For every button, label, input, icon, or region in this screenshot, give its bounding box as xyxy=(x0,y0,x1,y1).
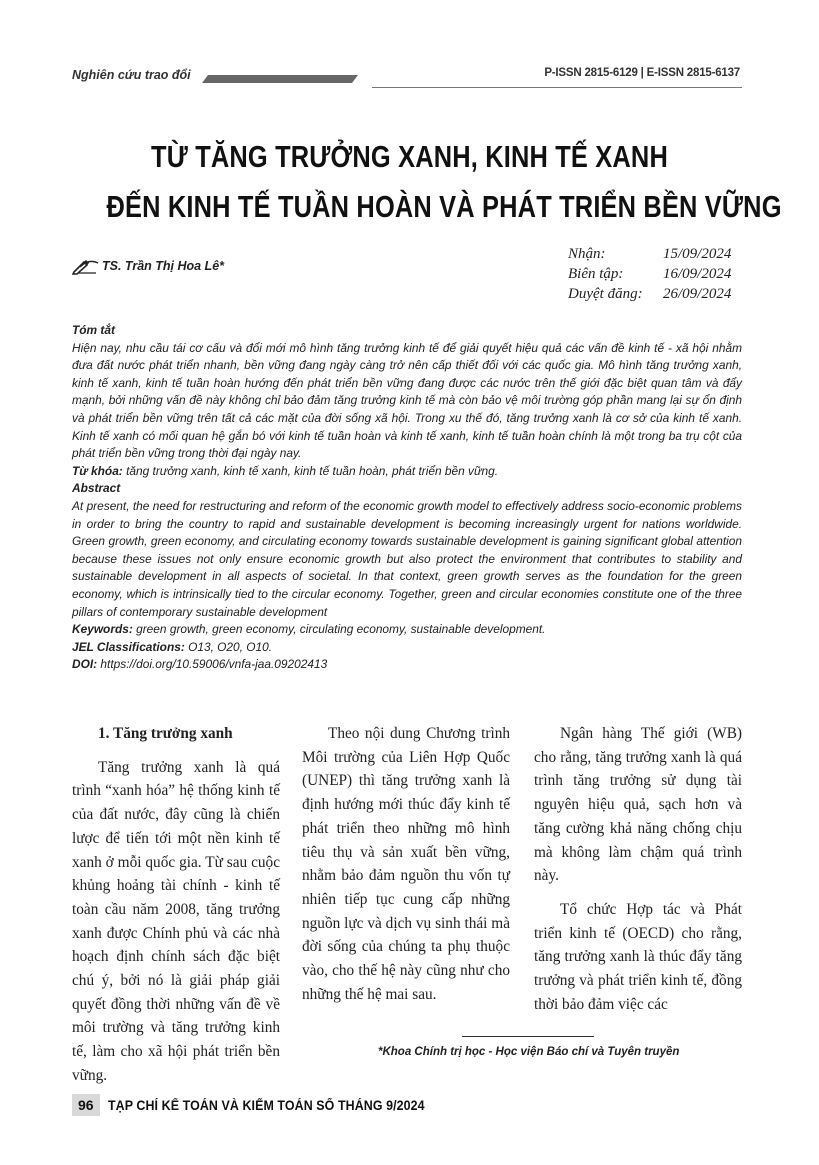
footnote-rule xyxy=(462,1036,594,1037)
abstract-block xyxy=(72,322,742,674)
body-column-1 xyxy=(72,722,280,1088)
page-number: 96 xyxy=(72,1094,100,1116)
paragraph: Theo nội dung Chương trình Môi trường của Liên Hợp Quốc (UNEP) thì tăng trưởng xanh là định hướng mới thúc đẩy kinh tế phát triển theo những mô hình tiêu thụ và sản xuất bền vững, nhằm bảo đảm nguồn thu vốn tự nhiên tiếp tục cung cấp những nguồn lực và dịch vụ sinh thái mà đời sống của chúng ta phụ thuộc vào, cho thế hệ này cũng như cho những thế hệ mai sau. xyxy=(302,725,510,1003)
doi: DOI: https://doi.org/10.59006/vnfa-jaa.09202413 xyxy=(72,657,328,672)
keywords-vi: Từ khóa: tăng trưởng xanh, kinh tế xanh, kinh tế tuần hoàn, phát triển bền vững. xyxy=(72,463,499,478)
article-title xyxy=(106,132,782,232)
footnote: *Khoa Chính trị học - Học viện Báo chí và Tuyên truyền xyxy=(378,1046,680,1058)
keywords-en: Keywords: green growth, green economy, circulating economy, sustainable development. xyxy=(72,622,546,637)
paragraph: Tăng trưởng xanh là quá trình “xanh hóa” hệ thống kinh tế của đất nước, đây cũng là chiến lược để tiến tới một nền kinh tế xanh ở mỗi quốc gia. Từ sau cuộc khủng hoảng tài chính - kinh tế toàn cầu năm 2008, tăng trưởng xanh được Chính phủ và các nhà hoạch định chính sách đặc biệt chú ý, bởi nó là giải pháp giải quyết đồng thời những vấn đề về môi trường và tăng trưởng kinh tế, làm cho xã hội phát triển bền vững. xyxy=(72,758,280,1084)
paragraph: Tổ chức Hợp tác và Phát triển kinh tế (OECD) cho rằng, tăng trưởng xanh là thúc đẩy tăng trưởng và phát triển kinh tế, đồng thời bảo đảm việc các xyxy=(534,900,742,1013)
jel-classifications: JEL Classifications: O13, O20, O10. xyxy=(72,639,273,654)
abstract-vi-text: Hiện nay, nhu cầu tái cơ cấu và đổi mới mô hình tăng trưởng kinh tế để giải quyết hiệu quả các vấn đề kinh tế - xã hội nhằm đưa đất nước phát triển nhanh, bền vững đang ngày càng trở nên cấp thiết đối với các quốc gia. Mô hình tăng trưởng xanh, kinh tế xanh, kinh tế tuần hoàn hướng đến phát triển bền vững đang được các nước trên thế giới đặc biệt quan tâm và đẩy mạnh, bởi những vấn đề này không chỉ bảo đảm tăng trưởng kinh tế mà còn bảo vệ môi trường góp phần mang lại sự ổn định và phát triển bền vững trên tất cả các mặt của đời sống xã hội. Trong xu thế đó, tăng trưởng xanh là cơ sở của kinh tế xanh. Kinh tế xanh có mối quan hệ gắn bó với kinh tế tuần hoàn và kinh tế xanh, kinh tế tuần hoàn chính là một trong ba trụ cột của phát triển bền vững trong thời đại ngày nay. xyxy=(72,340,742,461)
abstract-vi-heading: Tóm tắt xyxy=(72,323,115,337)
journal-name: TẠP CHÍ KẾ TOÁN VÀ KIỂM TOÁN SỐ THÁNG 9/2024 xyxy=(107,1097,425,1113)
abstract-en-heading: Abstract xyxy=(72,481,121,496)
date-edited: Biên tập: 16/09/2024 xyxy=(568,266,732,282)
author-name: TS. Trần Thị Hoa Lê* xyxy=(102,259,225,273)
section-bar xyxy=(202,75,358,83)
title-line-1: TỪ TĂNG TRƯỞNG XANH, KINH TẾ XANH xyxy=(151,139,668,174)
section-label: Nghiên cứu trao đổi xyxy=(72,68,191,82)
body-column-3 xyxy=(534,722,742,1016)
issn: P-ISSN 2815-6129 | E-ISSN 2815-6137 xyxy=(544,67,740,79)
body-column-2 xyxy=(302,722,510,1006)
pen-icon xyxy=(72,257,100,275)
header-rule xyxy=(372,87,742,88)
section-heading: 1. Tăng trưởng xanh xyxy=(98,725,233,742)
abstract-en-text: At present, the need for restructuring and reform of the economic growth model to effectively address socio-economic problems in order to bring the country to rapid and sustainable development is becoming increasingly urgent for nations worldwide. Green growth, green economy, and circulating economy towards sustainable development is gaining significant global attention because these issues not only ensure economic growth but also protect the environment that contributes to stability and sustainable development in all aspects of societal. In that context, green growth serves as the foundation for the green economy, which is intrinsically tied to the circular economy. Together, green and circular economies constitute one of the three pillars of contemporary sustainable development xyxy=(72,498,742,619)
date-approved: Duyệt đăng: 26/09/2024 xyxy=(568,286,732,302)
author xyxy=(72,257,224,275)
date-received: Nhận: 15/09/2024 xyxy=(568,246,732,262)
paragraph: Ngân hàng Thế giới (WB) cho rằng, tăng trưởng xanh là quá trình tăng trưởng sử dụng tài nguyên hiệu quả, sạch hơn và tăng cường khả năng chống chịu mà không làm chậm quá trình này. xyxy=(534,725,742,885)
title-line-2: ĐẾN KINH TẾ TUẦN HOÀN VÀ PHÁT TRIỂN BỀN VỮNG xyxy=(106,189,782,224)
page-footer xyxy=(72,1094,452,1116)
review-dates xyxy=(568,244,731,304)
running-header xyxy=(72,66,742,90)
